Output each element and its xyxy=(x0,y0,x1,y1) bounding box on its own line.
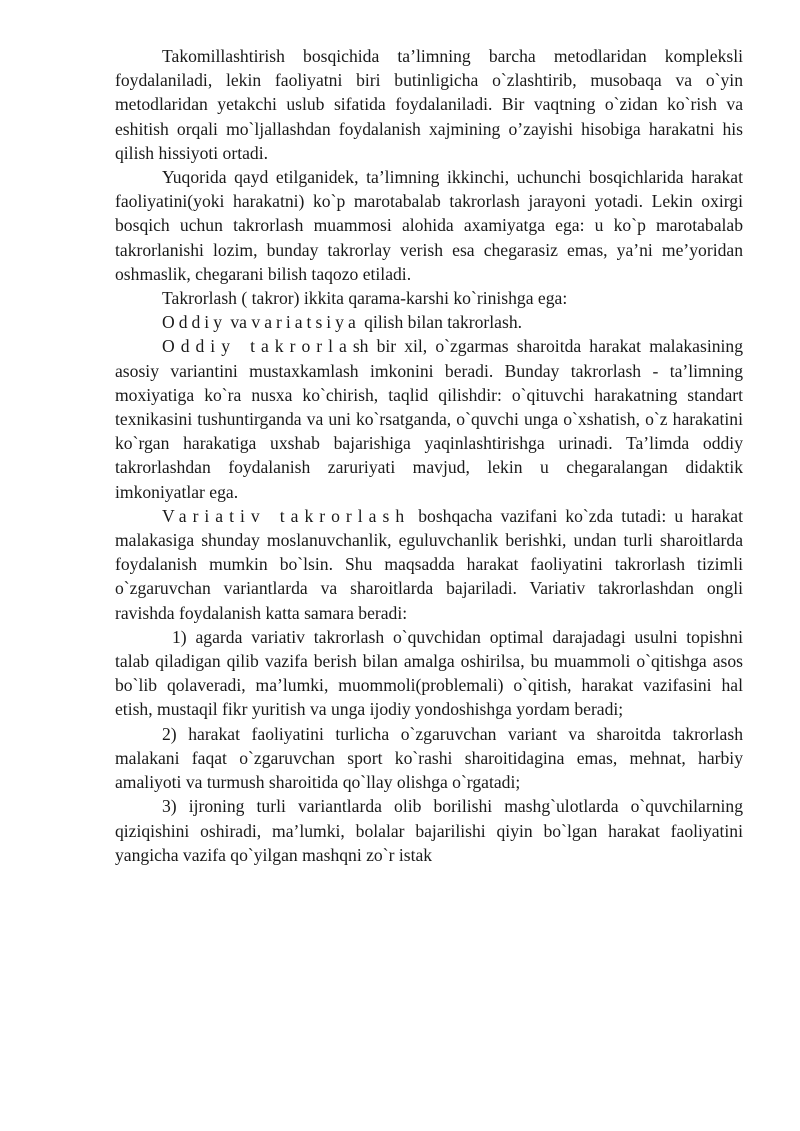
paragraph-rest: qilish bilan takrorlash. xyxy=(359,312,523,333)
list-item-2: 2) harakat faoliyatini turlicha o`zgaruvchan variant va sharoitda takrorlash malakani faqat o`zgaruvchan sport ko`rashi sharoitidagina emas, mehnat, harbiy amaliyoti va turmush sharoitida qo`llay olishga o`rgatadi; xyxy=(115,723,743,793)
term-oddiy-takrorlash: Oddiy takrorla xyxy=(162,336,353,357)
list-item-3: 3) ijroning turli variantlarda olib borilishi mashg`ulotlarda o`quvchilarning qiziqishini oshiradi, ma’lumki, bolalar bajarilishi qiyin bo`lgan harakat faoliyatini yangicha vazifa qo`yilgan mashqni zo`r istak xyxy=(115,796,743,865)
paragraph-yuqorida: Yuqorida qayd etilganidek, ta’limning ikkinchi, uchunchi bosqichlarida harakat faoliyatini(yoki harakatni) ko`p marotabalab takrorlash jarayoni yotadi. Lekin oxirgi bosqich uchun takrorlash muammosi alohida axamiyatga ega: u ko`p marotabalab takrorlanishi lozim, bunday takrorlay verish esa chegarasiz emas, ya’ni me’yoridan oshmaslik, chegarani bilish taqozo etiladi. xyxy=(115,167,743,284)
term-oddiy: Oddiy xyxy=(162,312,226,333)
paragraph-rest: boshqacha vazifani ko`zda tutadi: u harakat malakasiga shunday moslanuvchanlik, eguluvchanlik berishki, undan turli sharoitlarda foydalanish mumkin bo`lsin. Shu maqsadda harakat faoliyatini takrorlash tizimli o`zgaruvchan variantlarda va sharoitlarda bajariladi. Variativ takrorlashdan ongli ravishda foydalanish katta samara beradi: xyxy=(115,505,743,623)
paragraph-oddiy-variatsiya xyxy=(115,310,743,334)
paragraph-variativ-takrorlash xyxy=(115,504,743,625)
paragraph-rest: sh bir xil, o`zgarmas sharoitda harakat malakasining asosiy variantini mustaxkamlash imkonini beradi. Bunday takrorlash - ta’limning moxiyatiga ko`ra nusxa ko`chirish, taqlid qilishdir: o`qituvchi harakatning standart texnikasini tushuntirganda va uni ko`rsatganda, o`quvchi unga o`xshatish, o`z harakatini ko`rgan harakatiga uxshab bajarishiga yaqinlashtirishga urinadi. Ta’limda oddiy takrorlashdan foydalanish zaruriyati mavjud, lekin u chegaralangan didaktik imkoniyatlar ega. xyxy=(115,336,743,502)
paragraph-oddiy-takrorlash xyxy=(115,334,743,503)
term-variatsiya: variatsiya xyxy=(251,312,360,333)
paragraph-takomillashtirish: Takomillashtirish bosqichida ta’limning barcha metodlaridan kompleksli foydalaniladi, lekin faoliyatni biri butinligicha o`zlashtirib, musobaqa va o`yin metodlaridan yetakchi uslub sifatida foydalaniladi. Bir vaqtning o`zidan ko`rish va eshitish orqali mo`ljallashdan foydalanish xajmining o’zayishi hisobiga harakatni his qilish hissiyoti ortadi. xyxy=(115,46,743,163)
document-page xyxy=(115,44,743,867)
connector-text: va xyxy=(225,312,252,333)
list-item-1: 1) agarda variativ takrorlash o`quvchidan optimal darajadagi usulni topishni talab qiladigan qilib vazifa berish bilan amalga oshirilsa, bu muammoli o`qitishga asos bo`lib qolaveradi, ma’lumki, muommoli(problemali) o`qitish, harakat vazifasini hal etish, mustaqil fikr yuritish va unga ijodiy yondoshishga yordam beradi; xyxy=(115,626,743,720)
paragraph-takrorlash-types: Takrorlash ( takror) ikkita qarama-karshi ko`rinishga ega: xyxy=(162,288,568,309)
term-variativ-takrorlash: Variativ takrorlash xyxy=(162,505,411,526)
